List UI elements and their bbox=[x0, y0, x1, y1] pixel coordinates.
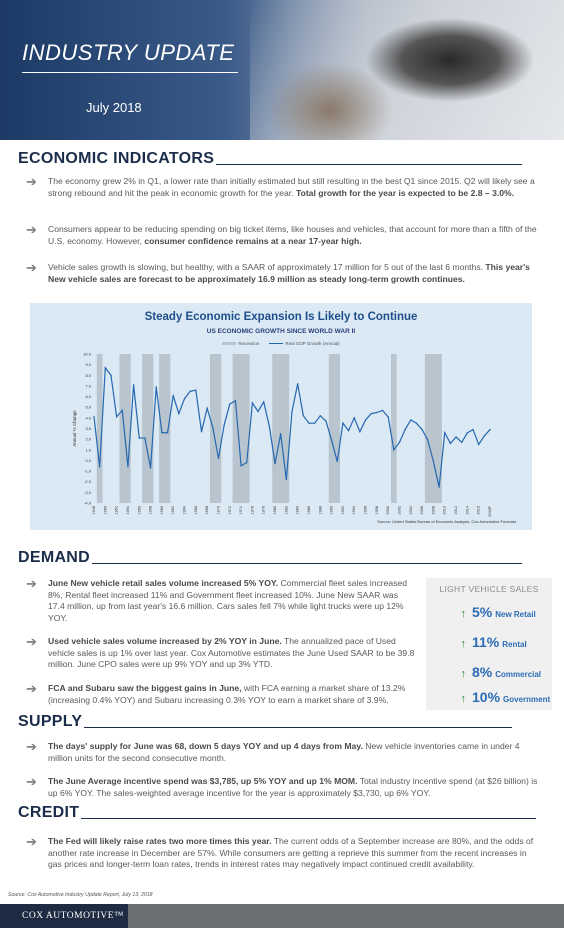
x-tick-label: 1980 bbox=[273, 506, 278, 515]
lv-row-rental: ↑ 11% Rental bbox=[426, 634, 552, 650]
gdp-point bbox=[450, 443, 451, 444]
x-tick-label: 1958 bbox=[148, 506, 153, 515]
arrow-right-icon: ➔ bbox=[26, 634, 37, 649]
x-tick-label: 1970 bbox=[216, 506, 221, 515]
gdp-point bbox=[223, 425, 224, 426]
econ-bullet-3: ➔ Vehicle sales growth is slowing, but healthy, with a SAAR of approximately 17 million for 5 out of the last 6 months. This year's New vehicle sales are forecast to be approximately 16.9 million as steady long-term growth continues. bbox=[26, 260, 530, 284]
arrow-right-icon: ➔ bbox=[26, 260, 37, 275]
arrow-up-icon: ↑ bbox=[460, 693, 466, 705]
section-title-text: ECONOMIC INDICATORS bbox=[18, 150, 215, 167]
x-tick-label: 1952 bbox=[114, 506, 119, 515]
recession-band-4 bbox=[210, 354, 221, 503]
gdp-point bbox=[308, 422, 309, 423]
y-tick-label: 8.0 bbox=[85, 372, 91, 378]
arrow-up-icon: ↑ bbox=[460, 668, 466, 680]
gdp-point bbox=[240, 465, 241, 466]
gdp-point bbox=[110, 375, 111, 376]
arrow-right-icon: ➔ bbox=[26, 739, 37, 754]
x-tick-label: 2008 bbox=[431, 506, 436, 515]
gdp-point bbox=[387, 416, 388, 417]
y-tick-label: 0.0 bbox=[85, 457, 91, 463]
gdp-chart bbox=[30, 303, 532, 530]
x-tick-label: 1982 bbox=[284, 506, 289, 515]
econ-bullet-1: ➔ The economy grew 2% in Q1, a lower rate than initially estimated but still resulting in the best Q1 since 2015. Q2 will likely see a strong rebound and hit the peak in economic growth for the year. Total growth for the year is expected to be 2.8 – 3.0%. bbox=[26, 174, 535, 198]
gdp-point bbox=[410, 419, 411, 420]
recession-band-6 bbox=[272, 354, 278, 503]
credit-bullet-1: ➔ The Fed will likely raise rates two more times this year. The current odds of a September increase are 80%, and the odds of another rate increase in December are 57%. While consumers are getting a reprieve this summer from the recent increases in gas prices and longer-term loan rates, trends in interest rates may negatively impact continued credit availability. bbox=[26, 834, 534, 869]
x-tick-label: 1992 bbox=[340, 506, 345, 515]
gdp-point bbox=[484, 435, 485, 436]
section-title-supply bbox=[18, 713, 512, 731]
y-tick-label: 10.0 bbox=[83, 351, 91, 357]
supply-bullet-2: ➔ The June Average incentive spend was $3,785, up 5% YOY and up 1% MOM. Total industry incentive spend (at $26 billion) is up 6% YOY. The sales-weighted average incentive for the year is approximately $3,730, up 6% YOY. bbox=[26, 774, 538, 798]
gdp-point bbox=[438, 486, 439, 487]
y-tick-label: -4.0 bbox=[84, 500, 91, 506]
section-rule bbox=[92, 563, 522, 564]
y-tick-label: 2.0 bbox=[85, 436, 91, 442]
demand-bullet-2: ➔ Used vehicle sales volume increased by 2% YOY in June. The annualized pace of Used vehicle sales is up 1% over last year. Cox Automotive estimates the June Used SAAR to be 39.8 million. June CPO sales were up 9% YOY and up 3% YTD. bbox=[26, 634, 415, 669]
supply-bullet-1: ➔ The days' supply for June was 68, down 5 days YOY and up 4 days from May. New vehicle inventories came in under 4 million units for the second consecutive month. bbox=[26, 739, 520, 763]
source-note: Source: Cox Automotive Industry Update Report, July 13, 2018 bbox=[8, 892, 153, 898]
x-tick-label: 1998 bbox=[374, 506, 379, 515]
lv-row-new-retail: ↑ 5% New Retail bbox=[426, 604, 552, 620]
recession-band-5 bbox=[233, 354, 250, 503]
gdp-point bbox=[150, 467, 151, 468]
section-rule bbox=[84, 727, 512, 728]
chart-source: Source: United States Bureau of Economic Analysis, Cox Automotive Forecast bbox=[377, 519, 516, 524]
x-tick-label: 1986 bbox=[306, 506, 311, 515]
section-title-text: DEMAND bbox=[18, 549, 91, 566]
y-tick-label: -1.0 bbox=[84, 468, 91, 474]
x-tick-label: 2004 bbox=[408, 506, 413, 515]
gdp-point bbox=[427, 440, 428, 441]
panel-title: LIGHT VEHICLE SALES bbox=[439, 584, 539, 594]
arrow-right-icon: ➔ bbox=[26, 834, 37, 849]
header-banner bbox=[0, 0, 564, 140]
y-tick-label: -3.0 bbox=[84, 489, 91, 495]
x-tick-label: 1976 bbox=[250, 506, 255, 515]
gdp-point bbox=[156, 386, 157, 387]
x-tick-label: 1966 bbox=[193, 506, 198, 515]
x-tick-label: 2014 bbox=[465, 506, 470, 515]
gdp-point bbox=[376, 412, 377, 413]
gdp-point bbox=[116, 416, 117, 417]
gdp-point bbox=[144, 437, 145, 438]
y-tick-label: 1.0 bbox=[85, 447, 91, 453]
gdp-point bbox=[235, 400, 236, 401]
gdp-point bbox=[478, 444, 479, 445]
section-title-demand bbox=[18, 549, 522, 567]
gdp-point bbox=[489, 429, 490, 430]
section-rule bbox=[216, 164, 522, 165]
x-tick-label: 1974 bbox=[239, 506, 244, 515]
arrow-right-icon: ➔ bbox=[26, 681, 37, 696]
y-tick-label: 4.0 bbox=[85, 415, 91, 421]
x-tick-label: 1960 bbox=[159, 506, 164, 515]
gdp-point bbox=[167, 432, 168, 433]
gdp-point bbox=[229, 403, 230, 404]
section-title-credit bbox=[18, 804, 536, 822]
gdp-point bbox=[348, 430, 349, 431]
y-tick-label: 5.0 bbox=[85, 404, 91, 410]
x-tick-label: 1948 bbox=[92, 506, 96, 515]
econ-bullet-2: ➔ Consumers appear to be reducing spending on big ticket items, like houses and vehicles, that account for more than a fifth of the U.S. economy. However, consumer confidence remains at a near 17-year high. bbox=[26, 222, 537, 246]
gdp-point bbox=[359, 431, 360, 432]
demand-bullet-1: ➔ June New vehicle retail sales volume increased 5% YOY. Commercial fleet sales increased 8%, Rental fleet increased 11% and Government fleet increased 10%. June New SAAR was 17.4 million, up from last year's 16.6 million. Cars sales fell 7% while light trucks were up 12% YOY. bbox=[26, 576, 408, 623]
gdp-point bbox=[201, 431, 202, 432]
gdp-point bbox=[404, 429, 405, 430]
gdp-point bbox=[455, 436, 456, 437]
arrow-right-icon: ➔ bbox=[26, 222, 37, 237]
gdp-point bbox=[139, 437, 140, 438]
gdp-point bbox=[337, 461, 338, 462]
chart-subtitle: US ECONOMIC GROWTH SINCE WORLD WAR II bbox=[206, 328, 356, 335]
x-tick-label: 1990 bbox=[329, 506, 334, 515]
gdp-point bbox=[161, 432, 162, 433]
page-title: INDUSTRY UPDATE bbox=[22, 40, 235, 65]
gdp-point bbox=[303, 415, 304, 416]
gdp-point bbox=[99, 466, 100, 467]
x-tick-label: 1956 bbox=[137, 506, 142, 515]
x-tick-label: 1988 bbox=[318, 506, 323, 515]
gdp-point bbox=[127, 466, 128, 467]
x-tick-label: 2012 bbox=[454, 506, 459, 515]
legend-gdp: Real GDP Growth (Annual) bbox=[269, 341, 339, 346]
section-title-economic bbox=[18, 150, 522, 168]
gdp-point bbox=[257, 411, 258, 412]
x-tick-label: 1968 bbox=[205, 506, 210, 515]
gdp-point bbox=[189, 391, 190, 392]
chart-plot bbox=[30, 303, 532, 530]
y-tick-label: 9.0 bbox=[85, 362, 91, 368]
x-tick-label: 1994 bbox=[352, 506, 357, 515]
title-underline bbox=[22, 72, 238, 73]
x-tick-label: 2010 bbox=[442, 506, 447, 515]
gdp-point bbox=[286, 479, 287, 480]
recession-band-7 bbox=[278, 354, 289, 503]
gdp-point bbox=[365, 419, 366, 420]
cox-automotive-logo: COX AUTOMOTIVE™ bbox=[22, 911, 124, 921]
x-tick-label: 1962 bbox=[171, 506, 176, 515]
x-tick-label: 1950 bbox=[103, 506, 108, 515]
recession-band-2 bbox=[142, 354, 153, 503]
recession-band-8 bbox=[329, 354, 340, 503]
y-tick-label: -2.0 bbox=[84, 479, 91, 485]
gdp-point bbox=[252, 402, 253, 403]
x-tick-label: 1978 bbox=[261, 506, 266, 515]
x-tick-label: 1954 bbox=[125, 506, 130, 515]
legend-recession: Recession bbox=[222, 341, 259, 346]
arrow-up-icon: ↑ bbox=[460, 638, 466, 650]
gdp-point bbox=[269, 426, 270, 427]
section-title-text: CREDIT bbox=[18, 804, 80, 821]
gdp-point bbox=[280, 433, 281, 434]
report-date: July 2018 bbox=[86, 100, 142, 115]
x-tick-label: 2002 bbox=[397, 506, 402, 515]
x-tick-label: 2006 bbox=[420, 506, 425, 515]
gdp-point bbox=[274, 463, 275, 464]
gdp-point bbox=[421, 429, 422, 430]
y-tick-label: 3.0 bbox=[85, 426, 91, 431]
gdp-point bbox=[467, 432, 468, 433]
gdp-point bbox=[342, 422, 343, 423]
x-tick-label: 1972 bbox=[227, 506, 232, 515]
gdp-point bbox=[461, 442, 462, 443]
x-tick-label: 2016 bbox=[476, 506, 481, 515]
gdp-point bbox=[133, 384, 134, 385]
gdp-point bbox=[105, 367, 106, 368]
gdp-point bbox=[433, 461, 434, 462]
arrow-up-icon: ↑ bbox=[460, 608, 466, 620]
gdp-point bbox=[325, 420, 326, 421]
lv-row-commercial: ↑ 8% Commercial bbox=[426, 664, 552, 680]
lv-row-government: ↑ 10% Government bbox=[426, 689, 552, 705]
gdp-point bbox=[382, 410, 383, 411]
gdp-point bbox=[416, 422, 417, 423]
x-tick-label: 1996 bbox=[363, 506, 368, 515]
gdp-point bbox=[331, 440, 332, 441]
gdp-point bbox=[195, 389, 196, 390]
gdp-point bbox=[472, 429, 473, 430]
section-title-text: SUPPLY bbox=[18, 713, 83, 730]
gdp-point bbox=[291, 411, 292, 412]
light-vehicle-sales-panel bbox=[426, 578, 552, 710]
gdp-point bbox=[212, 427, 213, 428]
gdp-point bbox=[93, 416, 94, 417]
demand-bullet-3: ➔ FCA and Subaru saw the biggest gains in June, with FCA earning a market share of 13.2% (increasing 0.4% YOY) and Subaru increasing 0.3% YOY to earn a market share of 3.9%. bbox=[26, 681, 406, 705]
x-tick-label: 1964 bbox=[182, 506, 187, 515]
gdp-point bbox=[263, 401, 264, 402]
gdp-point bbox=[399, 442, 400, 443]
gdp-point bbox=[354, 417, 355, 418]
x-tick-label: 2000 bbox=[386, 506, 391, 515]
gdp-point bbox=[444, 432, 445, 433]
gdp-point bbox=[184, 398, 185, 399]
gdp-point bbox=[297, 383, 298, 384]
y-tick-label: 6.0 bbox=[85, 394, 91, 400]
recession-band-1 bbox=[119, 354, 130, 503]
section-rule bbox=[81, 818, 536, 819]
gdp-point bbox=[206, 408, 207, 409]
header-photo bbox=[250, 0, 564, 140]
gdp-point bbox=[246, 462, 247, 463]
x-tick-label: 2018F bbox=[488, 506, 492, 517]
footer-bar bbox=[0, 904, 564, 928]
y-axis-label: Annual % Change bbox=[72, 410, 77, 447]
x-tick-label: 1984 bbox=[295, 506, 300, 515]
gdp-point bbox=[122, 410, 123, 411]
arrow-right-icon: ➔ bbox=[26, 576, 37, 591]
chart-title: Steady Economic Expansion Is Likely to Continue bbox=[144, 311, 418, 323]
gdp-point bbox=[393, 449, 394, 450]
arrow-right-icon: ➔ bbox=[26, 174, 37, 189]
gdp-point bbox=[173, 395, 174, 396]
gdp-point bbox=[320, 415, 321, 416]
y-tick-label: 7.0 bbox=[85, 383, 91, 389]
arrow-right-icon: ➔ bbox=[26, 774, 37, 789]
gdp-point bbox=[218, 458, 219, 459]
gdp-point bbox=[314, 422, 315, 423]
gdp-point bbox=[371, 413, 372, 414]
gdp-point bbox=[178, 413, 179, 414]
recession-band-9 bbox=[391, 354, 397, 503]
